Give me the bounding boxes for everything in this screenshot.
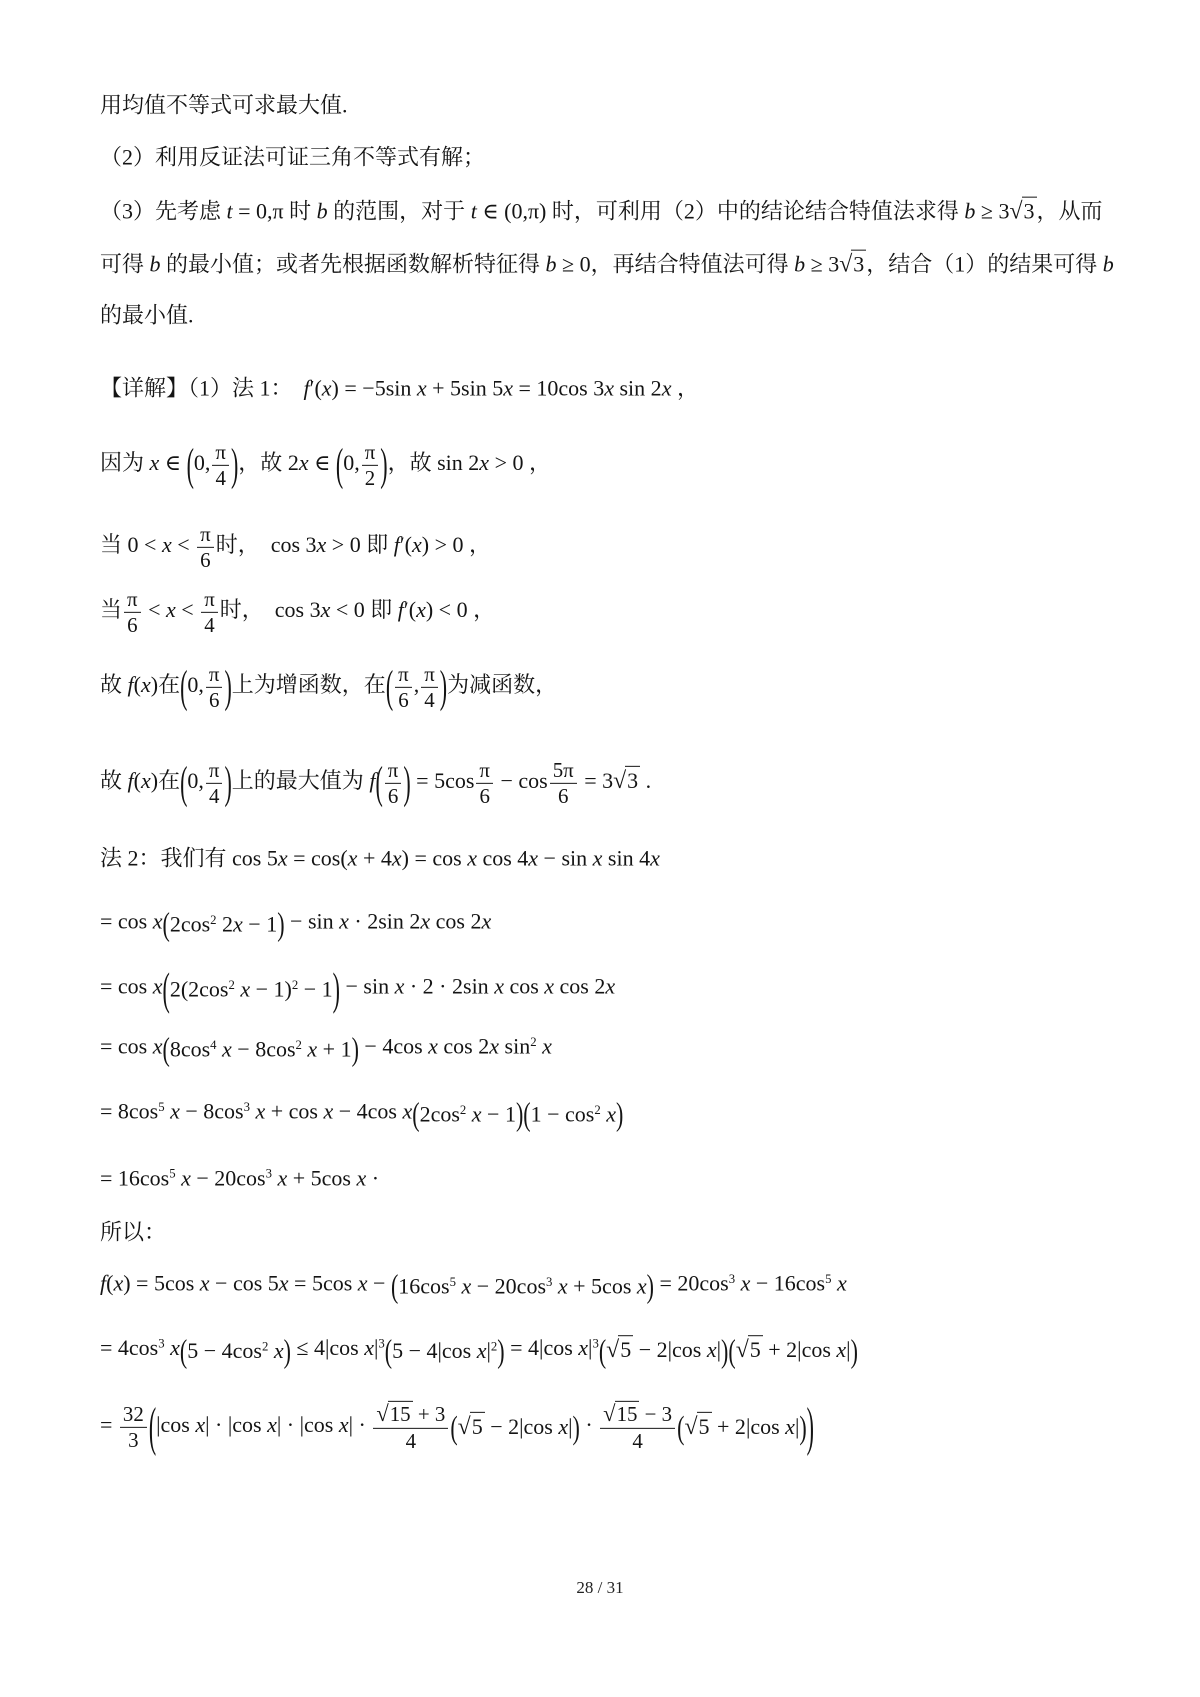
line-detail-method1: 【详解】（1）法 1： f′(x) = −5sin x + 5sin 5x = 10cos 3x sin 2x ， — [100, 375, 699, 401]
line-domain: 因为 x ∈ (0, $\frac{\pi}{4}$ )，故 2x ∈ (0, $\frac{\pi}{2}$ )，故 sin 2x > 0 ， — [100, 438, 551, 491]
line-monotonicity: 故 f(x)在(0, $\frac{\pi}{6}$ )上为增函数，在( $\frac{\pi}{6}$ , $\frac{\pi}{4}$ )为减函数， — [100, 660, 558, 713]
line-max-value: 故 f(x)在(0, $\frac{\pi}{4}$ )上的最大值为 f( $\frac{\pi}{6}$ ) = 5cos $\frac{\pi}{6}$ − cos $\frac{5\pi}{6}$ = 3√3 . — [100, 756, 652, 809]
line-point-3c: 的最小值. — [100, 302, 194, 328]
line-case-decreasing: 当 $\frac{\pi}{6}$ < x < $\frac{\pi}{4}$ 时， cos 3x < 0 即 f′(x) < 0 ， — [100, 586, 496, 637]
line-point-2: （2）利用反证法可证三角不等式有解； — [100, 144, 486, 170]
line-suoyi: 所以： — [100, 1219, 167, 1245]
line-case-increasing: 当 0 < x < $\frac{\pi}{6}$ 时， cos 3x > 0 即 f′(x) > 0 ， — [100, 521, 492, 572]
line-expand-result: = $16\cos^5$ $x - 20\cos^3$ x + 5cos x · — [100, 1165, 380, 1191]
line-inequality: = $4\cos^3$ $x(5 - 4\cos^2$ x) ≤ 4|cos $x|^3(5 - 4|\cos$ $x|^2) = 4|\cos$ $x|^3(√5 - 2|\cos$ x|)(√5 + 2|cos x|) — [100, 1331, 858, 1370]
line-expand-1: = $\cos x(2\cos^2$ 2x − 1) − sin x · 2sin 2x cos 2x — [100, 905, 492, 944]
line-final-bound: = $\frac{32}{3}$ (|cos x| · |cos x| · |cos x| · $\frac{√15 + 3}{4}$ (√5 − 2|cos x|) · $\frac{√15 - 3}{4}$ (√5 + 2|cos x|)) — [100, 1395, 814, 1458]
line-point-3a: （3）先考虑 t = 0,π 时 b 的范围，对于 t ∈ (0,π) 时，可利用（2）中的结论结合特值法求得 b ≥ 3√3，从而 — [100, 198, 1103, 225]
line-method2-start: 法 2：我们有 cos 5x = cos(x + 4x) = cos x cos 4x − sin x sin 4x — [100, 845, 660, 871]
line-expand-3: = $\cos x(8\cos^4$ $x - 8\cos^2$ x + 1) − 4cos x cos 2x $\sin^2 x$ — [100, 1030, 552, 1069]
line-expand-4: = $8\cos^5$ $x - 8\cos^3$ x + cos x − 4cos $x(2\cos^2$ $x - 1)(1 - \cos^2 x)$ — [100, 1095, 624, 1134]
line-point-3b: 可得 b 的最小值；或者先根据函数解析特征得 b ≥ 0，再结合特值法可得 b ≥ 3√3，结合（1）的结果可得 b — [100, 251, 1114, 278]
line-expand-2: = $\cos x(2(2\cos^2$ x − 1)$^2$ − 1) − sin x · 2 · 2sin x cos x cos 2x — [100, 963, 616, 1015]
page-number: 28 / 31 — [576, 1578, 624, 1597]
line-fx-expression: f(x) = 5cos x − cos 5x = 5cos $x - (16\cos^5$ $x - 20\cos^3$ x + 5cos $x) = 20\cos^3$ $x - 16\cos^5$ x — [100, 1267, 847, 1306]
line-mean-inequality-note: 用均值不等式可求最大值. — [100, 92, 348, 118]
